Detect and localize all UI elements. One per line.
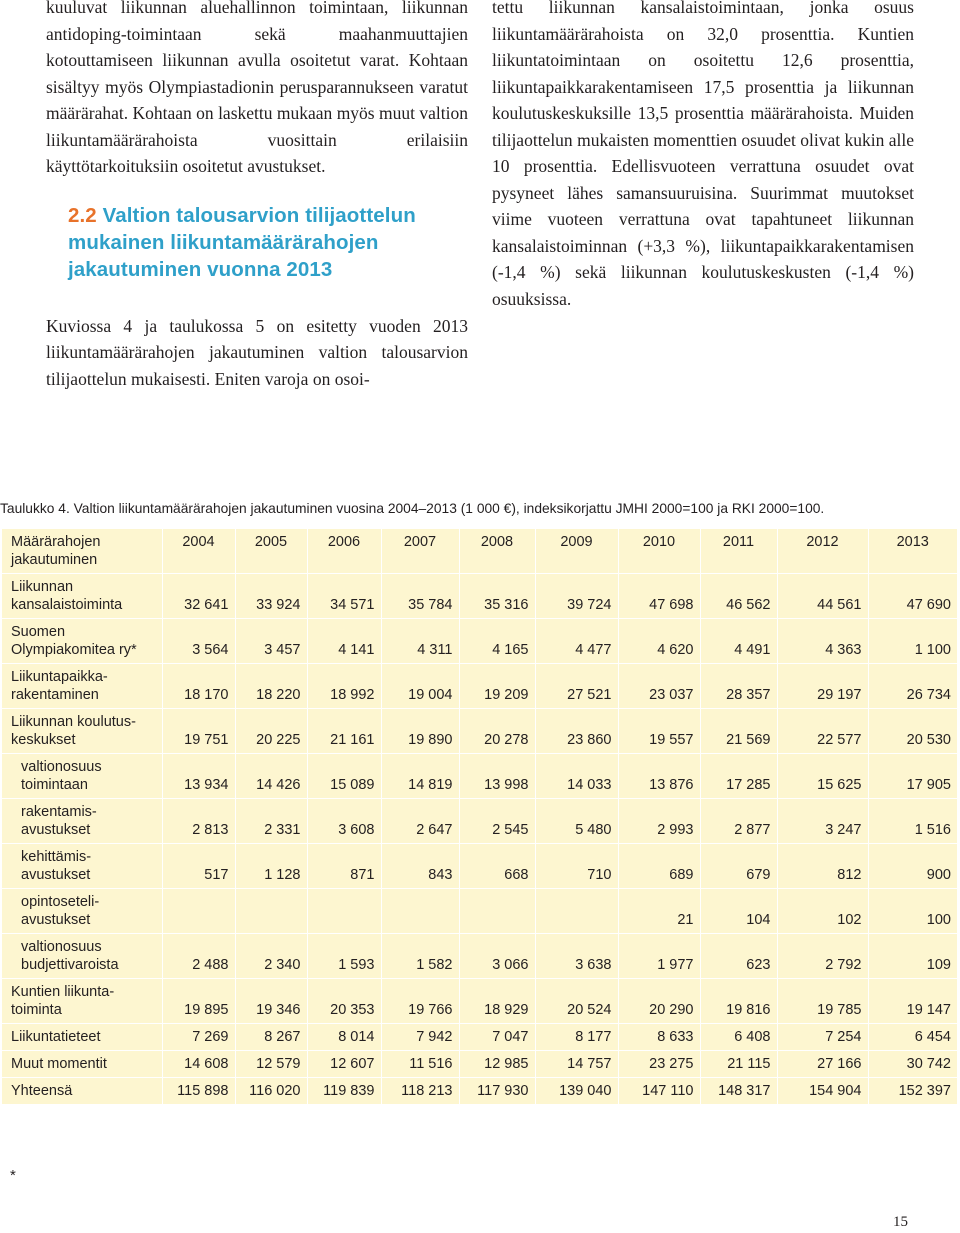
table-cell: 139 040 [535, 1078, 618, 1105]
year-header: 2012 [777, 529, 868, 574]
table-cell: 152 397 [868, 1078, 957, 1105]
table-cell: 7 254 [777, 1024, 868, 1051]
table-cell: 19 766 [381, 979, 459, 1024]
table-cell: 13 934 [162, 754, 235, 799]
year-header: 2013 [868, 529, 957, 574]
page-number: 15 [893, 1214, 908, 1230]
year-header: 2011 [700, 529, 777, 574]
table-cell: 2 331 [235, 799, 307, 844]
row-label: opintoseteli-avustukset [2, 889, 162, 934]
year-header: 2007 [381, 529, 459, 574]
table-cell: 23 275 [618, 1051, 700, 1078]
table-row [2, 844, 957, 889]
year-header: 2004 [162, 529, 235, 574]
row-label: kehittämis-avustukset [2, 844, 162, 889]
table-row [2, 889, 957, 934]
table-cell: 14 426 [235, 754, 307, 799]
table-cell: 14 757 [535, 1051, 618, 1078]
year-header: 2009 [535, 529, 618, 574]
table-cell: 20 225 [235, 709, 307, 754]
table-cell: 102 [777, 889, 868, 934]
table-cell: 668 [459, 844, 535, 889]
table-cell: 13 998 [459, 754, 535, 799]
table-cell: 20 290 [618, 979, 700, 1024]
row-label: valtionosuus budjettivaroista [2, 934, 162, 979]
table-cell: 13 876 [618, 754, 700, 799]
table-cell [307, 889, 381, 934]
row-label: rakentamis-avustukset [2, 799, 162, 844]
table-cell: 6 454 [868, 1024, 957, 1051]
table-cell: 20 278 [459, 709, 535, 754]
table-cell [162, 889, 235, 934]
table-cell: 2 488 [162, 934, 235, 979]
table-cell: 147 110 [618, 1078, 700, 1105]
right-paragraph: tettu liikunnan kansalaistoimintaan, jonka osuus liikuntamäärärahoista on 32,0 prosenttia. Kuntien liikuntatoimintaan on osoitettu 12,6 prosenttia, liikuntapaikkarakentamiseen 17,5 prosenttia ja liikunnan koulutuskeskuksille 13,5 prosenttia määrärahoista. Muiden tilijaottelun mukaisten momenttien osuudet olivat kukin alle 10 prosenttia. Edellisvuoteen verrattuna osuudet ovat pysyneet lähes samansuuruisina. Suurimmat muutokset viime vuoteen verrattuna ovat tapahtuneet liikunnan kansalaistoiminnan (+3,3 %), liikuntapaikkarakentamisen (-1,4 %) sekä liikunnan koulutuskeskusten (-1,4 %) osuuksissa. [492, 0, 914, 309]
table-cell: 4 620 [618, 619, 700, 664]
table-cell: 21 [618, 889, 700, 934]
table-cell: 18 170 [162, 664, 235, 709]
table-cell: 7 942 [381, 1024, 459, 1051]
table-cell: 19 751 [162, 709, 235, 754]
table-cell: 119 839 [307, 1078, 381, 1105]
table-cell: 2 792 [777, 934, 868, 979]
table-cell: 2 877 [700, 799, 777, 844]
table-cell: 46 562 [700, 574, 777, 619]
row-label: valtionosuus toimintaan [2, 754, 162, 799]
table-cell: 15 625 [777, 754, 868, 799]
table-row [2, 574, 957, 619]
footnote-marker: * [10, 1167, 16, 1184]
row-label: Liikuntapaikka-rakentaminen [2, 664, 162, 709]
table-cell: 1 582 [381, 934, 459, 979]
table-cell: 33 924 [235, 574, 307, 619]
table-cell: 20 524 [535, 979, 618, 1024]
table-header-row [2, 529, 957, 574]
table-cell: 28 357 [700, 664, 777, 709]
table-cell: 623 [700, 934, 777, 979]
row-label: Kuntien liikunta-toiminta [2, 979, 162, 1024]
table-cell: 8 177 [535, 1024, 618, 1051]
table-cell: 3 608 [307, 799, 381, 844]
table-cell: 14 033 [535, 754, 618, 799]
table-cell: 21 161 [307, 709, 381, 754]
table-cell: 12 985 [459, 1051, 535, 1078]
table-cell: 4 477 [535, 619, 618, 664]
table-row [2, 1051, 957, 1078]
table-row [2, 709, 957, 754]
table-cell [459, 889, 535, 934]
year-header: 2005 [235, 529, 307, 574]
table-cell: 19 557 [618, 709, 700, 754]
intro-paragraph: kuuluvat liikunnan aluehallinnon toimintaan, liikunnan antidoping-toimintaan sekä maahanmuuttajien kotouttamiseen liikunnan avulla osoitetut varat. Kohtaan sisältyy myös Olympiastadionin perusparannukseen varatut määrärahat. Kohtaan on laskettu mukaan myös muut valtion liikuntamäärärahoista vuosittain erilaisiin käyttötarkoituksiin osoitetut avustukset. [46, 0, 468, 176]
table-cell: 843 [381, 844, 459, 889]
table-container [2, 529, 957, 1105]
year-header: 2006 [307, 529, 381, 574]
table-cell: 18 220 [235, 664, 307, 709]
table-cell: 15 089 [307, 754, 381, 799]
table-cell: 27 166 [777, 1051, 868, 1078]
table-cell: 710 [535, 844, 618, 889]
table-cell: 109 [868, 934, 957, 979]
table-cell [235, 889, 307, 934]
table-cell: 18 929 [459, 979, 535, 1024]
table-cell: 871 [307, 844, 381, 889]
table-cell: 32 641 [162, 574, 235, 619]
table-cell [381, 889, 459, 934]
table-cell: 116 020 [235, 1078, 307, 1105]
table-cell: 104 [700, 889, 777, 934]
table-row [2, 979, 957, 1024]
table-cell: 517 [162, 844, 235, 889]
table-cell: 12 579 [235, 1051, 307, 1078]
table-cell: 1 100 [868, 619, 957, 664]
table-cell: 14 608 [162, 1051, 235, 1078]
table-cell: 34 571 [307, 574, 381, 619]
table-cell: 19 209 [459, 664, 535, 709]
table-cell: 154 904 [777, 1078, 868, 1105]
table-cell: 1 593 [307, 934, 381, 979]
row-label: Liikunnan koulutus-keskukset [2, 709, 162, 754]
table-cell: 8 014 [307, 1024, 381, 1051]
row-label: Suomen Olympiakomitea ry* [2, 619, 162, 664]
table-cell: 21 569 [700, 709, 777, 754]
table-cell: 5 480 [535, 799, 618, 844]
allocation-table [2, 529, 957, 1105]
table-cell: 6 408 [700, 1024, 777, 1051]
table-cell: 2 647 [381, 799, 459, 844]
table-cell: 19 816 [700, 979, 777, 1024]
table-cell: 19 004 [381, 664, 459, 709]
row-label: Liikuntatieteet [2, 1024, 162, 1051]
table-cell: 1 516 [868, 799, 957, 844]
table-cell: 18 992 [307, 664, 381, 709]
table-cell: 21 115 [700, 1051, 777, 1078]
table-cell: 17 905 [868, 754, 957, 799]
year-header: 2008 [459, 529, 535, 574]
table-cell: 23 037 [618, 664, 700, 709]
table-cell: 35 784 [381, 574, 459, 619]
table-cell: 14 819 [381, 754, 459, 799]
table-cell: 148 317 [700, 1078, 777, 1105]
table-cell: 19 895 [162, 979, 235, 1024]
row-label: Yhteensä [2, 1078, 162, 1105]
table-row [2, 754, 957, 799]
table-cell: 23 860 [535, 709, 618, 754]
table-body [2, 529, 957, 1105]
table-cell: 22 577 [777, 709, 868, 754]
table-cell: 679 [700, 844, 777, 889]
table-cell: 3 638 [535, 934, 618, 979]
table-cell: 44 561 [777, 574, 868, 619]
table-cell: 4 363 [777, 619, 868, 664]
table-cell: 4 311 [381, 619, 459, 664]
table-cell: 26 734 [868, 664, 957, 709]
table-cell: 47 698 [618, 574, 700, 619]
table-cell: 115 898 [162, 1078, 235, 1105]
table-cell: 20 530 [868, 709, 957, 754]
row-label: Muut momentit [2, 1051, 162, 1078]
table-cell: 35 316 [459, 574, 535, 619]
section-heading [68, 202, 468, 283]
heading-number: 2.2 [68, 203, 97, 227]
table-cell: 1 977 [618, 934, 700, 979]
table-cell: 29 197 [777, 664, 868, 709]
table-row [2, 619, 957, 664]
table-cell: 900 [868, 844, 957, 889]
table-cell: 7 269 [162, 1024, 235, 1051]
table-row [2, 1024, 957, 1051]
table-cell: 117 930 [459, 1078, 535, 1105]
table-row [2, 1078, 957, 1105]
table-cell: 100 [868, 889, 957, 934]
table-cell: 2 340 [235, 934, 307, 979]
table-cell: 2 545 [459, 799, 535, 844]
year-header: 2010 [618, 529, 700, 574]
table-cell: 812 [777, 844, 868, 889]
table-cell: 11 516 [381, 1051, 459, 1078]
left-column [46, 0, 468, 392]
table-cell: 12 607 [307, 1051, 381, 1078]
header-label: Määrärahojen jakautuminen [2, 529, 162, 574]
table-cell: 8 267 [235, 1024, 307, 1051]
table-cell: 1 128 [235, 844, 307, 889]
table-cell: 2 813 [162, 799, 235, 844]
table-cell: 689 [618, 844, 700, 889]
right-column [492, 0, 914, 312]
table-cell: 20 353 [307, 979, 381, 1024]
heading-text: Valtion talousarvion tilijaottelun mukainen liikuntamäärärahojen jakautuminen vuonna 2013 [68, 203, 416, 281]
table-cell: 27 521 [535, 664, 618, 709]
table-cell: 4 491 [700, 619, 777, 664]
table-cell: 17 285 [700, 754, 777, 799]
table-cell: 19 147 [868, 979, 957, 1024]
table-cell: 2 993 [618, 799, 700, 844]
table-cell: 19 785 [777, 979, 868, 1024]
table-row [2, 664, 957, 709]
row-label: Liikunnan kansalaistoiminta [2, 574, 162, 619]
table-cell: 3 564 [162, 619, 235, 664]
table-caption: Taulukko 4. Valtion liikuntamäärärahojen jakautuminen vuosina 2004–2013 (1 000 €), indeksikorjattu JMHI 2000=100 ja RKI 2000=100. [0, 501, 825, 516]
table-cell: 3 457 [235, 619, 307, 664]
body-paragraph: Kuviossa 4 ja taulukossa 5 on esitetty vuoden 2013 liikuntamäärärahojen jakautuminen valtion talousarvion tilijaottelun mukaisesti. Eniten varoja on osoi- [46, 315, 468, 389]
table-cell: 19 346 [235, 979, 307, 1024]
table-cell: 3 247 [777, 799, 868, 844]
table-cell: 47 690 [868, 574, 957, 619]
table-cell: 7 047 [459, 1024, 535, 1051]
table-cell: 4 141 [307, 619, 381, 664]
table-cell: 8 633 [618, 1024, 700, 1051]
table-cell: 4 165 [459, 619, 535, 664]
table-cell: 3 066 [459, 934, 535, 979]
table-cell [535, 889, 618, 934]
table-row [2, 799, 957, 844]
table-cell: 118 213 [381, 1078, 459, 1105]
table-cell: 30 742 [868, 1051, 957, 1078]
table-cell: 39 724 [535, 574, 618, 619]
table-cell: 19 890 [381, 709, 459, 754]
table-row [2, 934, 957, 979]
